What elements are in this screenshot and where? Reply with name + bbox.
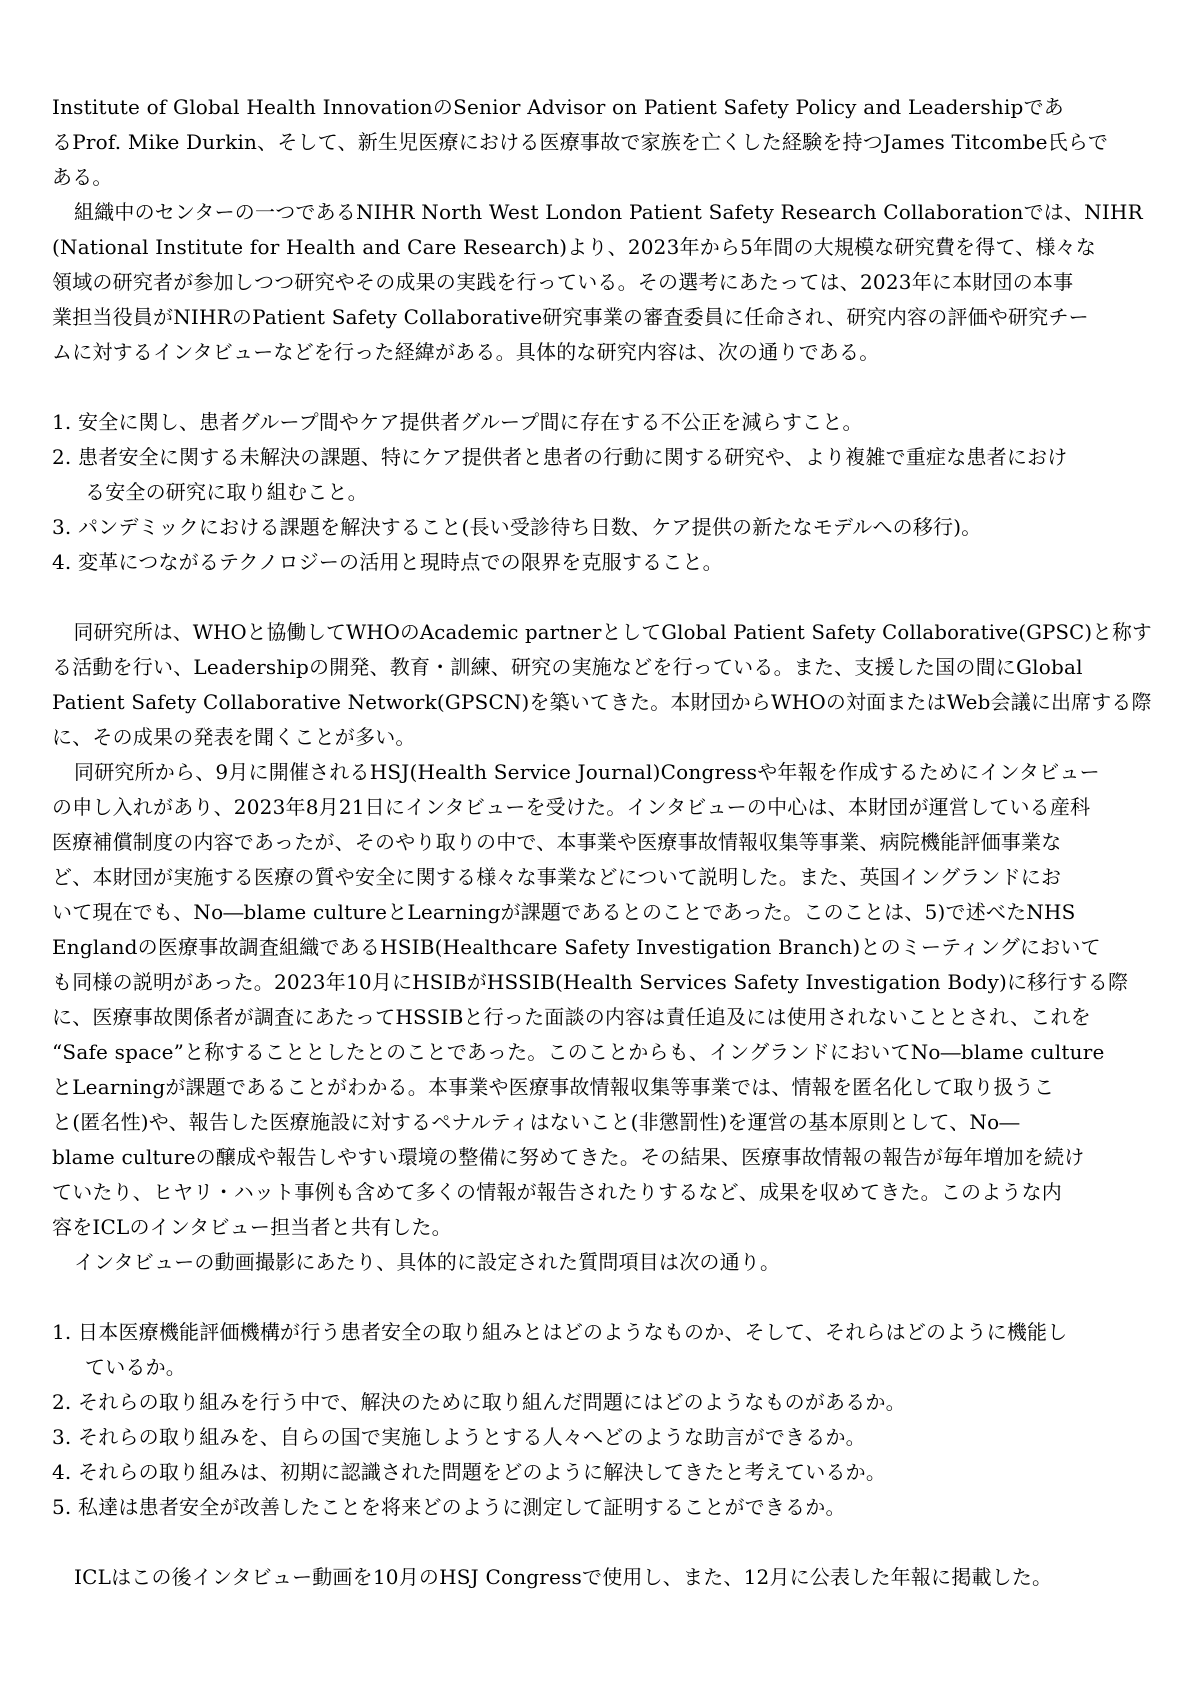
text-line: 組織中のセンターの一つであるNIHR North West London Patient Safety Research Collaborationでは、NIHR [74, 200, 1143, 224]
list-item-text: 3. パンデミックにおける課題を解決すること(長い受診待ち日数、ケア提供の新たなモデルへの移行)。 [52, 515, 982, 539]
spacer [52, 1525, 1152, 1560]
list-item-text: 1. 日本医療機能評価機構が行う患者安全の取り組みとはどのようなものか、そして、それらはどのように機能し [52, 1320, 1068, 1344]
questions-list [52, 1315, 1152, 1525]
text-line: に、その成果の発表を聞くことが多い。 [52, 725, 416, 749]
text-line: とLearningが課題であることがわかる。本事業や医療事故情報収集等事業では、情報を匿名化して取り扱うこ [52, 1075, 1055, 1099]
text-line: 容をICLのインタビュー担当者と共有した。 [52, 1215, 452, 1239]
research-list [52, 405, 1152, 580]
list-item [52, 1455, 1152, 1490]
list-item-text: 3. それらの取り組みを、自らの国で実施しようとする人々へどのような助言ができるか。 [52, 1425, 866, 1449]
text-line: blame cultureの醸成や報告しやすい環境の整備に努めてきた。その結果、医療事故情報の報告が毎年増加を続け [52, 1145, 1085, 1169]
list-item [52, 1385, 1152, 1420]
text-line: ある。 [52, 165, 113, 189]
list-item [52, 1420, 1152, 1455]
list-item [52, 510, 1152, 545]
list-item-text: ているか。 [85, 1355, 186, 1379]
text-line: “Safe space”と称することとしたとのことであった。このことからも、イングランドにおいてNo―blame culture [52, 1040, 1105, 1064]
text-line: 領域の研究者が参加しつつ研究やその成果の実践を行っている。その選考にあたっては、2023年に本財団の本事 [52, 270, 1074, 294]
text-line: も同様の説明があった。2023年10月にHSIBがHSSIB(Health Services Safety Investigation Body)に移行する際 [52, 970, 1129, 994]
list-item-text: る安全の研究に取り組むこと。 [85, 480, 368, 504]
text-line: と(匿名性)や、報告した医療施設に対するペナルティはないこと(非懲罰性)を運営の基本原則として、No― [52, 1110, 1020, 1134]
list-item-text: 4. それらの取り組みは、初期に認識された問題をどのように解決してきたと考えているか。 [52, 1460, 887, 1484]
list-item-text: 5. 私達は患者安全が改善したことを将来どのように測定して証明することができるか。 [52, 1495, 846, 1519]
text-line: Englandの医療事故調査組織であるHSIB(Healthcare Safety Investigation Branch)とのミーティングにおいて [52, 935, 1101, 959]
list-item [52, 1490, 1152, 1525]
text-line: いて現在でも、No―blame cultureとLearningが課題であるとのことであった。このことは、5)で述べたNHS [52, 900, 1076, 924]
who-paragraph [52, 615, 1152, 755]
list-item-text: 4. 変革につながるテクノロジーの活用と現時点での限界を克服すること。 [52, 550, 723, 574]
text-line: 同研究所は、WHOと協働してWHOのAcademic partnerとしてGlobal Patient Safety Collaborative(GPSC)と称す [73, 620, 1152, 644]
list-item-text: 1. 安全に関し、患者グループ間やケア提供者グループ間に存在する不公正を減らすこと。 [52, 410, 863, 434]
list-item [52, 1315, 1152, 1385]
text-line: の申し入れがあり、2023年8月21日にインタビューを受けた。インタビューの中心は、本財団が運営している産科 [52, 795, 1091, 819]
text-line: 業担当役員がNIHRのPatient Safety Collaborative研究事業の審査委員に任命され、研究内容の評価や研究チー [52, 305, 1089, 329]
text-line: 同研究所から、9月に開催されるHSJ(Health Service Journal)Congressや年報を作成するためにインタビュー [74, 760, 1100, 784]
spacer [52, 1280, 1152, 1315]
text-line: ていたり、ヒヤリ・ハット事例も含めて多くの情報が報告されたりするなど、成果を収めてきた。このような内 [52, 1180, 1062, 1204]
list-item-text: 2. それらの取り組みを行う中で、解決のために取り組んだ問題にはどのようなものがあるか。 [52, 1390, 906, 1414]
list-item-text: 2. 患者安全に関する未解決の課題、特にケア提供者と患者の行動に関する研究や、より複雑で重症な患者におけ [52, 445, 1068, 469]
nihr-paragraph [52, 195, 1152, 370]
text-line: Institute of Global Health InnovationのSenior Advisor on Patient Safety Policy and Leadershipであ [52, 95, 1064, 119]
document-page [52, 90, 1152, 1595]
spacer [52, 370, 1152, 405]
list-item [52, 440, 1152, 510]
text-line: 医療補償制度の内容であったが、そのやり取りの中で、本事業や医療事故情報収集等事業、病院機能評価事業な [52, 830, 1062, 854]
text-line: (National Institute for Health and Care Research)より、2023年から5年間の大規模な研究費を得て、様々な [52, 235, 1097, 259]
hsj-paragraph [52, 755, 1152, 1245]
intro-paragraph [52, 90, 1152, 195]
spacer [52, 580, 1152, 615]
text-line: る活動を行い、Leadershipの開発、教育・訓練、研究の実施などを行っている。また、支援した国の間にGlobal [52, 655, 1083, 679]
text-line: に、医療事故関係者が調査にあたってHSSIBと行った面談の内容は責任追及には使用されないこととされ、これを [52, 1005, 1091, 1029]
closing-paragraph: ICLはこの後インタビュー動画を10月のHSJ Congressで使用し、また、12月に公表した年報に掲載した。 [74, 1565, 1053, 1589]
text-line: ど、本財団が実施する医療の質や安全に関する様々な事業などについて説明した。また、英国イングランドにお [52, 865, 1062, 889]
text-line: Patient Safety Collaborative Network(GPSCN)を築いてきた。本財団からWHOの対面またはWeb会議に出席する際 [52, 690, 1152, 714]
list-item [52, 545, 1152, 580]
list-item [52, 405, 1152, 440]
questions-intro: インタビューの動画撮影にあたり、具体的に設定された質問項目は次の通り。 [74, 1250, 781, 1274]
text-line: ムに対するインタビューなどを行った経緯がある。具体的な研究内容は、次の通りである。 [52, 340, 880, 364]
text-line: るProf. Mike Durkin、そして、新生児医療における医療事故で家族を亡くした経験を持つJames Titcombe氏らで [52, 130, 1109, 154]
